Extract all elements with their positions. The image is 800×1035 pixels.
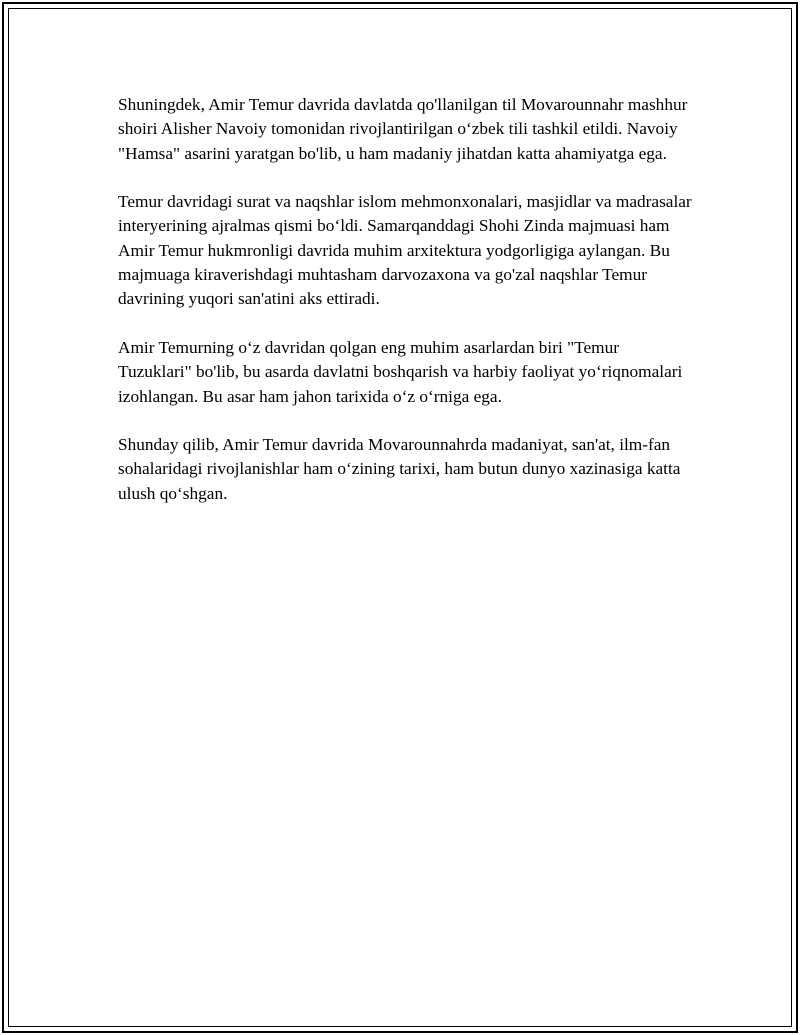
paragraph: Shuningdek, Amir Temur davrida davlatda qo'llanilgan til Movarounnahr mashhur shoiri Alisher Navoiy tomonidan rivojlantirilgan o‘zbek tili tashkil etildi. Navoiy "Hamsa" asarini yaratgan bo'lib, u ham madaniy jihatdan katta ahamiyatga ega. [118, 95, 688, 163]
document-body [118, 93, 693, 530]
paragraph: Shunday qilib, Amir Temur davrida Movarounnahrda madaniyat, san'at, ilm-fan sohalaridagi rivojlanishlar ham o‘zining tarixi, ham butun dunyo xazinasiga katta ulush qo‘shgan. [118, 435, 681, 503]
paragraph: Amir Temurning o‘z davridan qolgan eng muhim asarlardan biri "Temur Tuzuklari" bo'lib, bu asarda davlatni boshqarish va harbiy faoliyat yo‘riqnomalari izohlangan. Bu asar ham jahon tarixida o‘z o‘rniga ega. [118, 337, 683, 406]
paragraph: Temur davridagi surat va naqshlar islom mehmonxonalari, masjidlar va madrasalar interyerining ajralmas qismi bo‘ldi. Samarqanddagi Shohi Zinda majmuasi ham Amir Temur hukmronligi davrida muhim arxitektura yodgorligiga aylangan. Bu majmuaga kiraverishdagi muhtasham darvozaxona va go'zal naqshlar Temur davrining yuqori san'atini aks ettiradi. [118, 192, 692, 309]
